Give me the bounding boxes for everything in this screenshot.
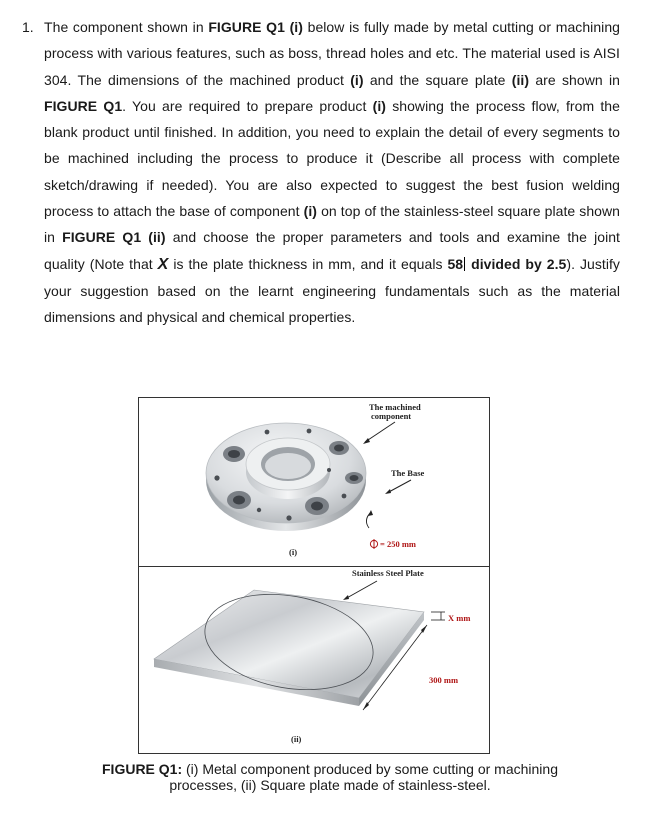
plate-illustration: [139, 567, 489, 753]
question-number: 1.: [22, 19, 34, 35]
text-segment: The component shown in: [44, 19, 209, 35]
diameter-dimension: = 250 mm: [380, 539, 417, 549]
arrow-plate: [345, 581, 377, 599]
caption-line-2: processes, (ii) Square plate made of stainless-steel.: [169, 777, 491, 793]
text-segment: are shown in: [529, 71, 620, 88]
label-base: The Base: [391, 468, 425, 478]
variable-x: X: [157, 255, 169, 273]
thickness-divisor: divided by 2.5: [466, 255, 567, 272]
figure-q1: [138, 397, 490, 754]
arrow-base: [387, 480, 411, 493]
figure-reference: FIGURE Q1 (ii): [62, 229, 166, 246]
width-dimension: 300 mm: [429, 675, 459, 685]
text-segment: ). Justify your suggestion based on the learnt engineering fundamentals such as the material dimensions and physical and chemical properties.: [44, 255, 620, 326]
text-segment: on top of the stainless-steel square plate shown in: [44, 203, 621, 246]
product-reference: (ii): [511, 71, 530, 88]
panel-label-i: (i): [289, 547, 298, 557]
label-machined: The machined: [369, 402, 421, 412]
label-component: component: [371, 411, 412, 421]
arrowhead-base: [385, 489, 391, 494]
figure-reference: FIGURE Q1 (i): [208, 19, 303, 35]
thickness-numerator: 58: [447, 255, 464, 272]
product-reference: (i): [303, 203, 318, 220]
thickness-dimension: X mm: [448, 613, 471, 623]
product-reference: (i): [372, 97, 386, 114]
plate-top-face: [154, 590, 424, 698]
figure-caption: [60, 761, 600, 793]
caption-label: FIGURE Q1:: [102, 761, 183, 777]
bore-inner-wall: [265, 453, 311, 479]
panel-label-ii: (ii): [291, 734, 302, 744]
flange-illustration: [139, 398, 489, 566]
figure-panel-ii: [139, 567, 489, 753]
text-segment: . You are required to prepare product: [122, 97, 373, 114]
dim-leader-arrow: [368, 510, 373, 516]
text-segment: and choose the proper parameters and tools and examine the joint quality (Note that: [44, 229, 621, 272]
figure-panel-i: [139, 398, 489, 566]
caption-line-1: (i) Metal component produced by some cutting or machining: [182, 761, 558, 777]
question-text: [44, 14, 620, 331]
arrowhead-plate: [343, 595, 349, 600]
figure-reference: FIGURE Q1: [44, 97, 123, 114]
text-segment: showing the process flow, from the blank product until finished. In addition, you need to explain the detail of every segments to be machined including the process to produce it (Describe all process with complete sketch/drawing if needed). You are also expected to suggest the best fusion welding process to attach the base of component: [44, 97, 620, 220]
arrow-machined: [365, 422, 395, 442]
product-reference: (i): [350, 71, 364, 88]
text-segment: is the plate thickness in mm, and it equals: [168, 255, 448, 272]
label-plate: Stainless Steel Plate: [352, 568, 424, 578]
text-segment: and the square plate: [363, 71, 512, 88]
text-segment: below is fully made by metal cutting or machining process with various features, such as boss, thread holes and etc. The material used is AISI 304. The dimensions of the machined product: [44, 19, 620, 88]
text-cursor: [464, 257, 465, 271]
